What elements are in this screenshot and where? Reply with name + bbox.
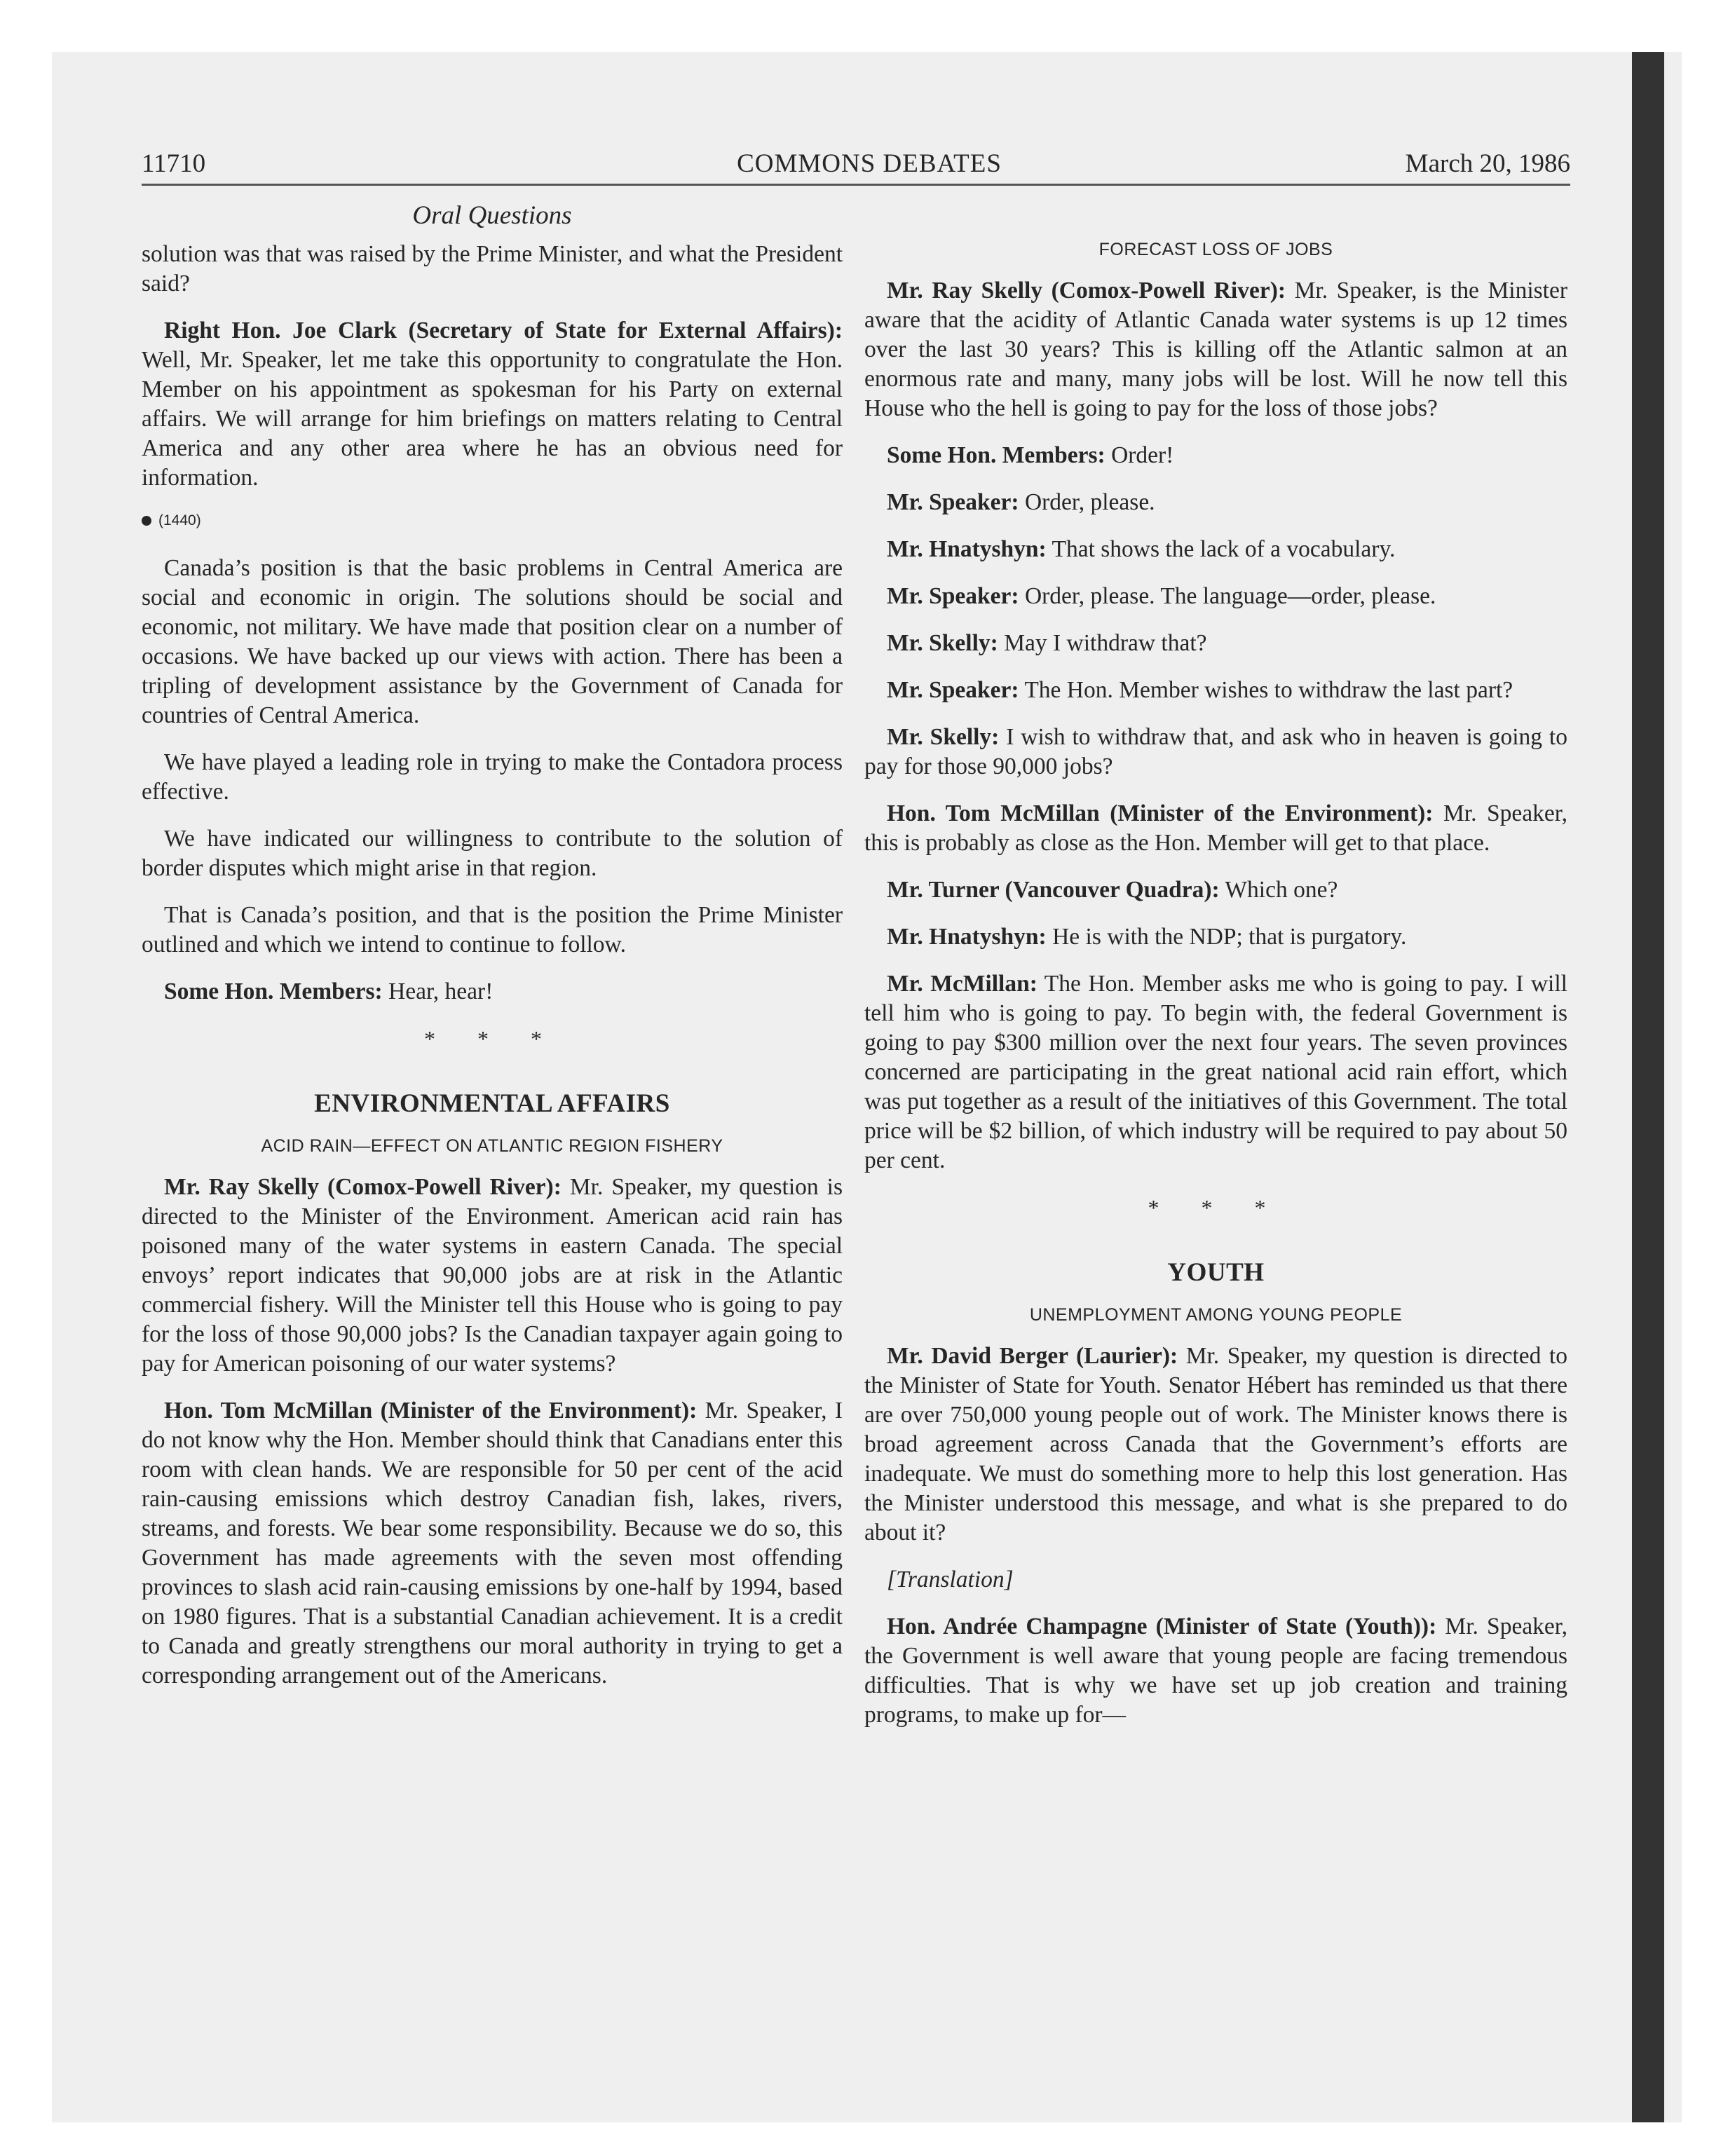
speaker-name: Mr. Hnatyshyn: (887, 536, 1047, 562)
paragraph: solution was that was raised by the Prime Minister, and what the President said? (142, 241, 843, 296)
speech (864, 535, 1567, 564)
speaker-name: Some Hon. Members: (887, 442, 1105, 468)
speaker-name: Mr. Skelly: (887, 630, 998, 656)
time-marker-text: (1440) (158, 512, 201, 528)
speech (864, 276, 1567, 423)
speech-text: Order! (1105, 442, 1174, 468)
speaker-name: Mr. Speaker: (887, 677, 1019, 703)
speech (864, 922, 1567, 952)
speech (142, 1173, 843, 1379)
speaker-name: Hon. Andrée Champagne (Minister of State (Youth)): (887, 1613, 1437, 1639)
publication-title: COMMONS DEBATES (737, 149, 1002, 178)
speech (142, 316, 843, 493)
subheading: FORECAST LOSS OF JOBS (1098, 240, 1333, 259)
speech (864, 629, 1567, 658)
speech-text: Well, Mr. Speaker, let me take this opportunity to congratulate the Hon. Member on his appointment as spokesman for his Party on external affairs. We will arrange for him briefings on matters relating to Central America and any other area where he has an obvious need for information. (142, 347, 843, 491)
speech-text: Which one? (1219, 877, 1338, 903)
speech-text: Mr. Speaker, my question is directed to the Minister of State for Youth. Senator Hébert has reminded us that there are over 750,000 young people out of work. The Minister knows there is broad agreement across Canada that the Government’s efforts are inadequate. We must do something more to help this lost generation. Has the Minister understood this message, and what is she prepared to do about it? (864, 1343, 1567, 1546)
speech (864, 875, 1567, 905)
speech (864, 676, 1567, 705)
speaker-name: Mr. McMillan: (887, 971, 1037, 997)
header-rule (142, 184, 1570, 186)
speech-text: Hear, hear! (382, 978, 494, 1004)
speech (864, 799, 1567, 858)
speaker-name: Right Hon. Joe Clark (Secretary of State for External Affairs): (164, 318, 843, 343)
speaker-name: Mr. David Berger (Laurier): (887, 1343, 1178, 1369)
left-column (142, 240, 843, 1708)
speech-text: I wish to withdraw that, and ask who in heaven is going to pay for those 90,000 jobs? (864, 724, 1567, 779)
paragraph: That is Canada’s position, and that is the position the Prime Minister outlined and which we intend to continue to follow. (142, 902, 843, 957)
speaker-name: Mr. Hnatyshyn: (887, 924, 1047, 950)
speech (864, 488, 1567, 517)
subheading: UNEMPLOYMENT AMONG YOUNG PEOPLE (1029, 1305, 1403, 1325)
publication-date: March 20, 1986 (1405, 149, 1570, 178)
running-head: Oral Questions (412, 201, 572, 230)
speech-text: Mr. Speaker, this is probably as close as the Hon. Member will get to that place. (864, 800, 1567, 856)
speech (864, 582, 1567, 611)
speaker-name: Hon. Tom McMillan (Minister of the Environment): (164, 1398, 698, 1424)
page-number: 11710 (142, 149, 206, 178)
speaker-name: Mr. Speaker: (887, 489, 1019, 515)
page-edge-shadow (1632, 52, 1664, 2122)
subheading: ACID RAIN—EFFECT ON ATLANTIC REGION FISHERY (261, 1136, 723, 1156)
section-divider: * * * (1148, 1195, 1284, 1220)
speech-text: He is with the NDP; that is purgatory. (1046, 924, 1407, 950)
speech-text: The Hon. Member asks me who is going to pay. I will tell him who is going to pay. To begin with, the federal Government is going to pay $300 million over the next four years. The seven provinces concerned are participating in the great national acid rain effort, which was put together as a result of the initiatives of this Government. The total price will be $2 billion, of which industry will be required to pay about 50 per cent. (864, 971, 1567, 1173)
speech-text: That shows the lack of a vocabulary. (1046, 536, 1396, 562)
section-heading: ENVIRONMENTAL AFFAIRS (314, 1089, 670, 1118)
speech-text: The Hon. Member wishes to withdraw the last part? (1019, 677, 1513, 703)
speech (864, 969, 1567, 1175)
speaker-name: Some Hon. Members: (164, 978, 383, 1004)
bullet-icon (142, 516, 151, 526)
right-column (864, 237, 1567, 1747)
speech (864, 1612, 1567, 1730)
speech-text: Order, please. (1019, 489, 1155, 515)
speech (142, 1396, 843, 1691)
speech-text: Mr. Speaker, my question is directed to the Minister of the Environment. American acid rain has poisoned many of the water systems in eastern Canada. The special envoys’ report indicates that 90,000 jobs are at risk in the Atlantic commercial fishery. Will the Minister tell this House who is going to pay for the loss of those 90,000 jobs? Is the Canadian taxpayer again going to pay for American poisoning of our water systems? (142, 1174, 843, 1377)
section-heading: YOUTH (1167, 1258, 1265, 1287)
speech-text: May I withdraw that? (998, 630, 1207, 656)
paragraph: We have played a leading role in trying to make the Contadora process effective. (142, 749, 843, 805)
speech (142, 977, 843, 1007)
speaker-name: Mr. Skelly: (887, 724, 1000, 750)
paragraph: We have indicated our willingness to contribute to the solution of border disputes which might arise in that region. (142, 826, 843, 881)
section-divider: * * * (424, 1026, 560, 1051)
speech-text: Mr. Speaker, I do not know why the Hon. Member should think that Canadians enter this room with clean hands. We are responsible for 50 per cent of the acid rain-causing emissions which destroy Canadian fish, lakes, rivers, streams, and forests. We bear some responsibility. Because we do so, this Government has made agreements with the seven most offending provinces to slash acid rain-causing emissions by one-half by 1994, based on 1980 figures. That is a substantial Canadian achievement. It is a credit to Canada and greatly strengthens our moral authority in trying to get a corresponding arrangement out of the Americans. (142, 1398, 843, 1688)
speech-text: Mr. Speaker, the Government is well aware that young people are facing tremendous difficulties. That is why we have set up job creation and training programs, to make up for— (864, 1613, 1567, 1728)
speaker-name: Mr. Speaker: (887, 583, 1019, 609)
paragraph: Canada’s position is that the basic problems in Central America are social and economic in origin. The solutions should be social and economic, not military. We have made that position clear on a number of occasions. We have backed up our views with action. There has been a tripling of development assistance by the Government of Canada for countries of Central America. (142, 555, 843, 728)
speaker-name: Mr. Ray Skelly (Comox-Powell River): (887, 278, 1286, 303)
speech (864, 1342, 1567, 1548)
speaker-name: Mr. Turner (Vancouver Quadra): (887, 877, 1220, 903)
translation-note: [Translation] (887, 1567, 1014, 1592)
speech (864, 441, 1567, 470)
time-marker (142, 510, 843, 531)
speech-text: Order, please. The language—order, please. (1019, 583, 1436, 609)
speaker-name: Hon. Tom McMillan (Minister of the Environment): (887, 800, 1434, 826)
speech (864, 723, 1567, 782)
speaker-name: Mr. Ray Skelly (Comox-Powell River): (164, 1174, 562, 1200)
speech-text: Mr. Speaker, is the Minister aware that the acidity of Atlantic Canada water systems is up 12 times over the last 30 years? This is killing off the Atlantic salmon at an enormous rate and many, many jobs will be lost. Will he now tell this House who the hell is going to pay for the loss of those jobs? (864, 278, 1568, 421)
